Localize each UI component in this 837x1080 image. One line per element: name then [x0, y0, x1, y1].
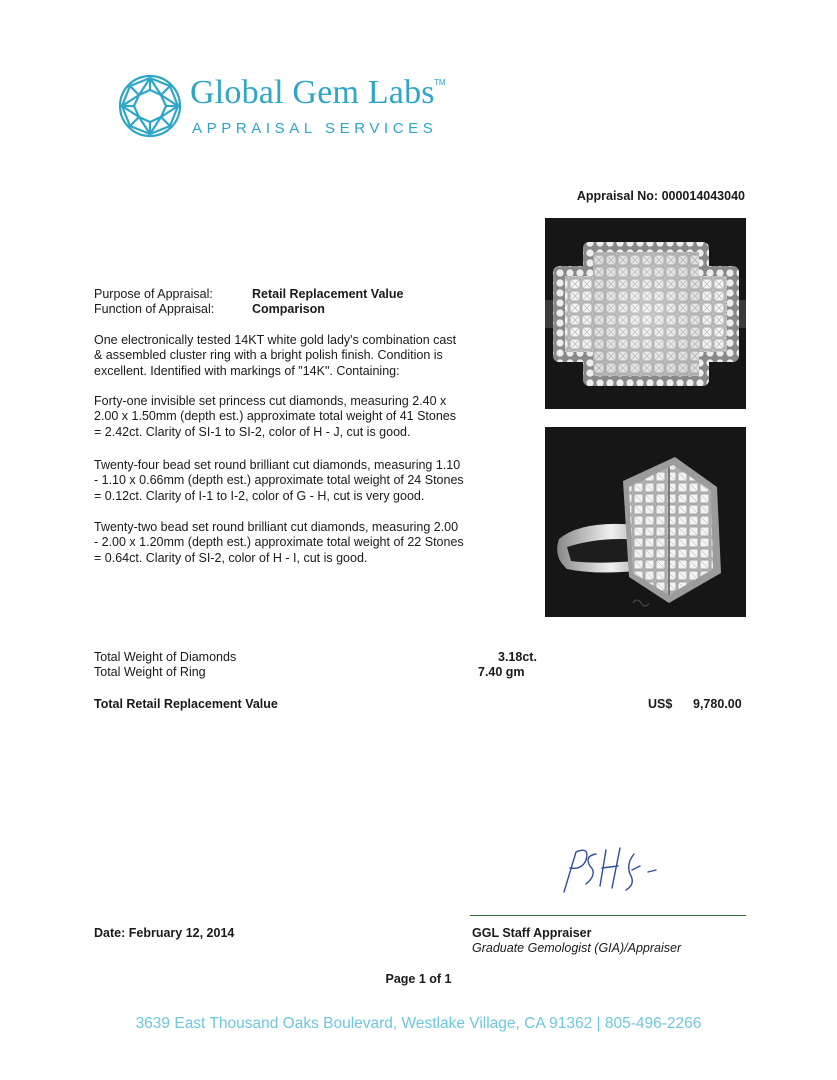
- footer-address: 3639 East Thousand Oaks Boulevard, Westlake Village, CA 91362 | 805-496-2266: [135, 1015, 702, 1032]
- ring-side-view-image: [545, 427, 746, 617]
- page-number: Page 1 of 1: [385, 972, 452, 986]
- purpose-row: [94, 287, 403, 302]
- total-retail-value-label: Total Retail Replacement Value: [94, 697, 278, 711]
- total-weight-ring-value: 7.40 gm: [478, 665, 525, 679]
- appraisal-number: Appraisal No: 000014043040: [576, 189, 745, 203]
- appraiser-credentials: Graduate Gemologist (GIA)/Appraiser: [472, 941, 682, 955]
- paragraph-line: = 2.42ct. Clarity of SI-1 to SI-2, color of H - J, cut is good.: [94, 424, 411, 439]
- brand-name: Global Gem Labs: [190, 74, 435, 111]
- paragraph-line: - 1.10 x 0.66mm (depth est.) approximate total weight of 24 Stones: [94, 473, 464, 488]
- description-paragraph: [94, 333, 504, 379]
- paragraph-line: = 0.64ct. Clarity of SI-2, color of H - I, cut is good.: [94, 550, 368, 565]
- ring-photo-top: [545, 218, 746, 409]
- paragraph-line: & assembled cluster ring with a bright polish finish. Condition is: [94, 348, 443, 363]
- paragraph-line: Forty-one invisible set princess cut diamonds, measuring 2.40 x: [94, 394, 447, 408]
- paragraph-line: = 0.12ct. Clarity of I-1 to I-2, color of G - H, cut is very good.: [94, 488, 425, 503]
- function-row: [94, 302, 325, 317]
- paragraph-line: Twenty-four bead set round brilliant cut diamonds, measuring 1.10: [94, 458, 461, 472]
- paragraph-line: 2.00 x 1.50mm (depth est.) approximate total weight of 41 Stones: [94, 409, 457, 424]
- function-value: Comparison: [252, 302, 325, 316]
- round-diamonds-24-paragraph: [94, 458, 504, 504]
- total-retail-value-amount: 9,780.00: [693, 697, 742, 711]
- trademark-mark: TM: [434, 78, 446, 87]
- round-diamonds-22-paragraph: [94, 520, 504, 566]
- total-weight-ring-label: Total Weight of Ring: [94, 665, 206, 679]
- paragraph-line: excellent. Identified with markings of "14K". Containing:: [94, 363, 400, 378]
- diamond-logo-icon: [117, 73, 183, 139]
- appraisal-date: Date: February 12, 2014: [94, 926, 235, 940]
- appraiser-signature: [556, 840, 666, 900]
- paragraph-line: - 2.00 x 1.20mm (depth est.) approximate total weight of 22 Stones: [94, 535, 464, 550]
- appraiser-title: GGL Staff Appraiser: [472, 926, 592, 940]
- purpose-label: Purpose of Appraisal:: [94, 287, 213, 301]
- paragraph-line: Twenty-two bead set round brilliant cut diamonds, measuring 2.00: [94, 520, 459, 534]
- total-weight-diamonds-value: 3.18ct.: [498, 650, 537, 664]
- signature-line: [470, 915, 746, 916]
- ring-photo-side: [545, 427, 746, 617]
- ring-top-view-image: [545, 218, 746, 409]
- total-weight-diamonds-label: Total Weight of Diamonds: [94, 650, 237, 664]
- purpose-value: Retail Replacement Value: [252, 287, 404, 301]
- function-label: Function of Appraisal:: [94, 302, 215, 316]
- brand-subtitle: APPRAISAL SERVICES: [192, 120, 438, 137]
- total-retail-value-currency: US$: [648, 697, 673, 711]
- paragraph-line: One electronically tested 14KT white gold lady's combination cast: [94, 333, 457, 347]
- princess-diamonds-paragraph: [94, 394, 504, 440]
